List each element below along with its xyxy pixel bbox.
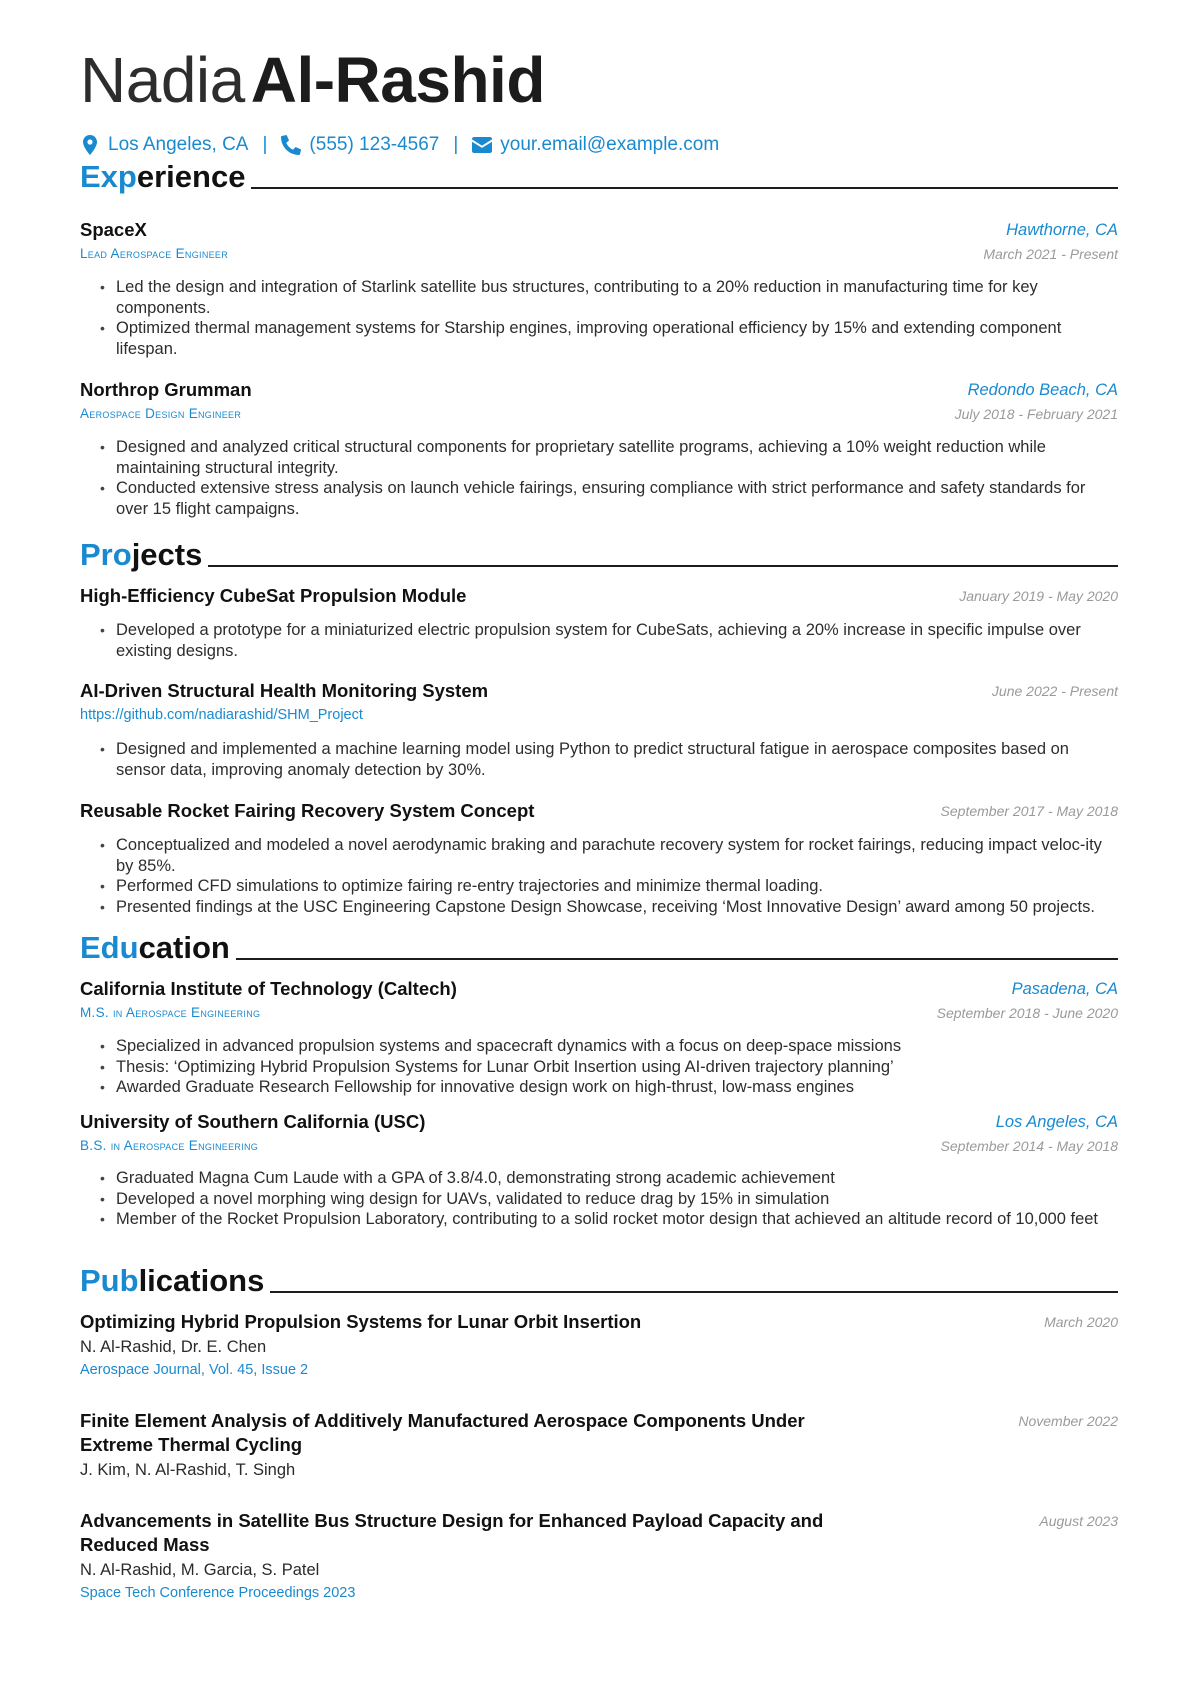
project-title: Reusable Rocket Fairing Recovery System Concept (80, 800, 535, 821)
list-item: • Graduated Magna Cum Laude with a GPA of 3.8/4.0, demonstrating strong academic achievement (100, 1168, 1118, 1189)
publication-title: Advancements in Satellite Bus Structure Design for Enhanced Payload Capacity and Reduced Mass (80, 1510, 824, 1555)
first-name: Nadia (80, 44, 245, 116)
list-item: • Presented findings at the USC Engineering Capstone Design Showcase, receiving ‘Most Innovative Design’ award among 50 projects. (100, 897, 1118, 918)
last-name: Al-Rashid (250, 44, 545, 116)
publication-title: Finite Element Analysis of Additively Manufactured Aerospace Components Under Extreme Thermal Cycling (80, 1410, 805, 1455)
publication-venue[interactable]: Space Tech Conference Proceedings 2023 (80, 1585, 356, 1601)
bullet-list (100, 835, 1118, 917)
job-role: Aerospace Design Engineer (80, 406, 242, 421)
separator: | (262, 134, 268, 155)
list-item: • Optimized thermal management systems for Starship engines, improving operational efficiency by 15% and extending component lifespan. (100, 318, 1118, 359)
map-pin-icon (80, 134, 100, 156)
experience-entry (80, 218, 1118, 264)
school-name: California Institute of Technology (Caltech) (80, 978, 457, 999)
section-heading: Projects (80, 533, 1118, 573)
publications-section (80, 1259, 1118, 1299)
list-item: • Designed and implemented a machine learning model using Python to predict structural fatigue in aerospace composites based on sensor data, improving anomaly detection by 30%. (100, 739, 1118, 780)
publication-entry (80, 1310, 1118, 1380)
job-role: Lead Aerospace Engineer (80, 246, 229, 261)
publication-authors: N. Al-Rashid, M. Garcia, S. Patel (80, 1561, 320, 1579)
degree: B.S. in Aerospace Engineering (80, 1138, 259, 1153)
list-item: • Specialized in advanced propulsion systems and spacecraft dynamics with a focus on deep-space missions (100, 1036, 1118, 1057)
project-title: High-Efficiency CubeSat Propulsion Module (80, 585, 467, 606)
section-rule (208, 565, 1118, 567)
publication-date: August 2023 (1039, 1513, 1118, 1529)
list-item: • Developed a novel morphing wing design for UAVs, validated to reduce drag by 15% in simulation (100, 1189, 1118, 1210)
section-rule (236, 958, 1118, 960)
list-item: • Designed and analyzed critical structural components for proprietary satellite programs, achieving a 10% weight reduction while maintaining structural integrity. (100, 437, 1118, 478)
school-name: University of Southern California (USC) (80, 1111, 426, 1132)
publication-authors: J. Kim, N. Al-Rashid, T. Singh (80, 1461, 296, 1479)
publication-date: November 2022 (1018, 1413, 1118, 1429)
bullet-list (100, 277, 1118, 359)
publication-date: March 2020 (1044, 1314, 1118, 1330)
envelope-icon (472, 134, 492, 156)
list-item: • Developed a prototype for a miniaturized electric propulsion system for CubeSats, achieving a 20% increase in specific impulse over existing designs. (100, 620, 1118, 661)
experience-entry (80, 378, 1118, 424)
job-dates: July 2018 - February 2021 (954, 406, 1118, 422)
phone-link[interactable]: (555) 123-4567 (309, 134, 440, 155)
section-heading: Experience (80, 155, 1118, 195)
candidate-name (80, 44, 545, 116)
list-item: • Conducted extensive stress analysis on launch vehicle fairings, ensuring compliance with strict performance and safety standards for over 15 flight campaigns. (100, 478, 1118, 519)
degree: M.S. in Aerospace Engineering (80, 1005, 261, 1020)
section-rule (270, 1291, 1118, 1293)
bullet-list (100, 1168, 1118, 1230)
project-title: AI-Driven Structural Health Monitoring System (80, 680, 489, 701)
education-entry (80, 977, 1118, 1023)
list-item: • Thesis: ‘Optimizing Hybrid Propulsion Systems for Lunar Orbit Insertion using AI-driven trajectory planning’ (100, 1057, 1118, 1078)
section-heading: Education (80, 926, 1118, 966)
bullet-list (100, 437, 1118, 519)
publication-authors: N. Al-Rashid, Dr. E. Chen (80, 1338, 267, 1356)
job-location: Redondo Beach, CA (967, 381, 1118, 399)
education-section (80, 926, 1118, 966)
separator: | (453, 134, 459, 155)
project-dates: January 2019 - May 2020 (959, 588, 1118, 604)
publication-entry (80, 1509, 1118, 1603)
project-dates: June 2022 - Present (991, 683, 1118, 699)
publication-venue[interactable]: Aerospace Journal, Vol. 45, Issue 2 (80, 1362, 309, 1378)
list-item: • Awarded Graduate Research Fellowship for innovative design work on high-thrust, low-mass engines (100, 1077, 1118, 1098)
school-location: Los Angeles, CA (995, 1113, 1118, 1131)
project-entry (80, 799, 1118, 823)
list-item: • Performed CFD simulations to optimize fairing re-entry trajectories and minimize thermal loading. (100, 876, 1118, 897)
location-text: Los Angeles, CA (108, 134, 249, 155)
education-entry (80, 1110, 1118, 1156)
section-heading: Publications (80, 1259, 1118, 1299)
projects-section (80, 533, 1118, 573)
education-dates: September 2014 - May 2018 (940, 1138, 1118, 1154)
school-location: Pasadena, CA (1011, 980, 1118, 998)
education-dates: September 2018 - June 2020 (936, 1005, 1118, 1021)
bullet-list (100, 739, 1118, 780)
job-dates: March 2021 - Present (983, 246, 1118, 262)
job-location: Hawthorne, CA (1006, 221, 1118, 239)
publication-title: Optimizing Hybrid Propulsion Systems for Lunar Orbit Insertion (80, 1311, 642, 1332)
experience-section (80, 155, 1118, 195)
bullet-list (100, 1036, 1118, 1098)
project-entry (80, 679, 1118, 725)
project-dates: September 2017 - May 2018 (940, 803, 1118, 819)
bullet-list (100, 620, 1118, 661)
list-item: • Member of the Rocket Propulsion Laboratory, contributing to a solid rocket motor design that achieved an altitude record of 10,000 feet (100, 1209, 1118, 1230)
email-link[interactable]: your.email@example.com (500, 134, 720, 155)
publication-entry (80, 1409, 1118, 1481)
project-link[interactable]: https://github.com/nadiarashid/SHM_Project (80, 707, 363, 723)
company-name: SpaceX (80, 219, 147, 240)
list-item: • Led the design and integration of Starlink satellite bus structures, contributing to a 20% reduction in manufacturing time for key components. (100, 277, 1118, 318)
phone-icon (281, 134, 301, 156)
list-item: • Conceptualized and modeled a novel aerodynamic braking and parachute recovery system for rocket fairings, reducing impact veloc-ity by 85%. (100, 835, 1118, 876)
project-entry (80, 584, 1118, 608)
section-rule (251, 187, 1118, 189)
company-name: Northrop Grumman (80, 379, 252, 400)
